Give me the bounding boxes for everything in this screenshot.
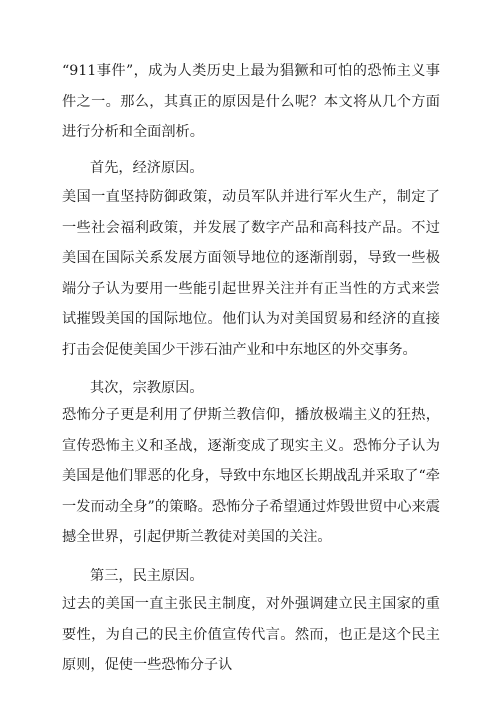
- section-heading-religious: 其次，宗教原因。: [90, 380, 204, 396]
- intro-paragraph: “911事件”，成为人类历史上最为猖獗和可怕的恐怖主义事件之一。那么，其真正的原因是什么呢？本文将从几个方面进行分析和全面剖析。: [62, 63, 440, 140]
- section-body-religious: 恐怖分子更是利用了伊斯兰教信仰，播放极端主义的狂热，宣传恐怖主义和圣战，逐渐变成了现实主义。恐怖分子认为美国是他们罪恶的化身，导致中东地区长期战乱并采取了“牵一发而动全身”的策略。恐怖分子希望通过炸毁世贸中心来震撼全世界，引起伊斯兰教徒对美国的关注。: [62, 407, 440, 545]
- section-body-economic: 美国一直坚持防御政策，动员军队并进行军火生产，制定了一些社会福利政策，并发展了数字产品和高科技产品。不过美国在国际关系发展方面领导地位的逐渐削弱，导致一些极端分子认为要用一些能引起世界关注并有正当性的方式来尝试摧毁美国的国际地位。他们认为对美国贸易和经济的直接打击会促使美国少干涉石油产业和中东地区的外交事务。: [62, 189, 440, 358]
- section-heading-democratic: 第三，民主原因。: [90, 568, 204, 584]
- section-body-democratic: 过去的美国一直主张民主制度，对外强调建立民主国家的重要性，为自己的民主价值宣传代言。然而，也正是这个民主原则，促使一些恐怖分子认: [62, 596, 440, 673]
- section-heading-economic: 首先，经济原因。: [90, 160, 204, 176]
